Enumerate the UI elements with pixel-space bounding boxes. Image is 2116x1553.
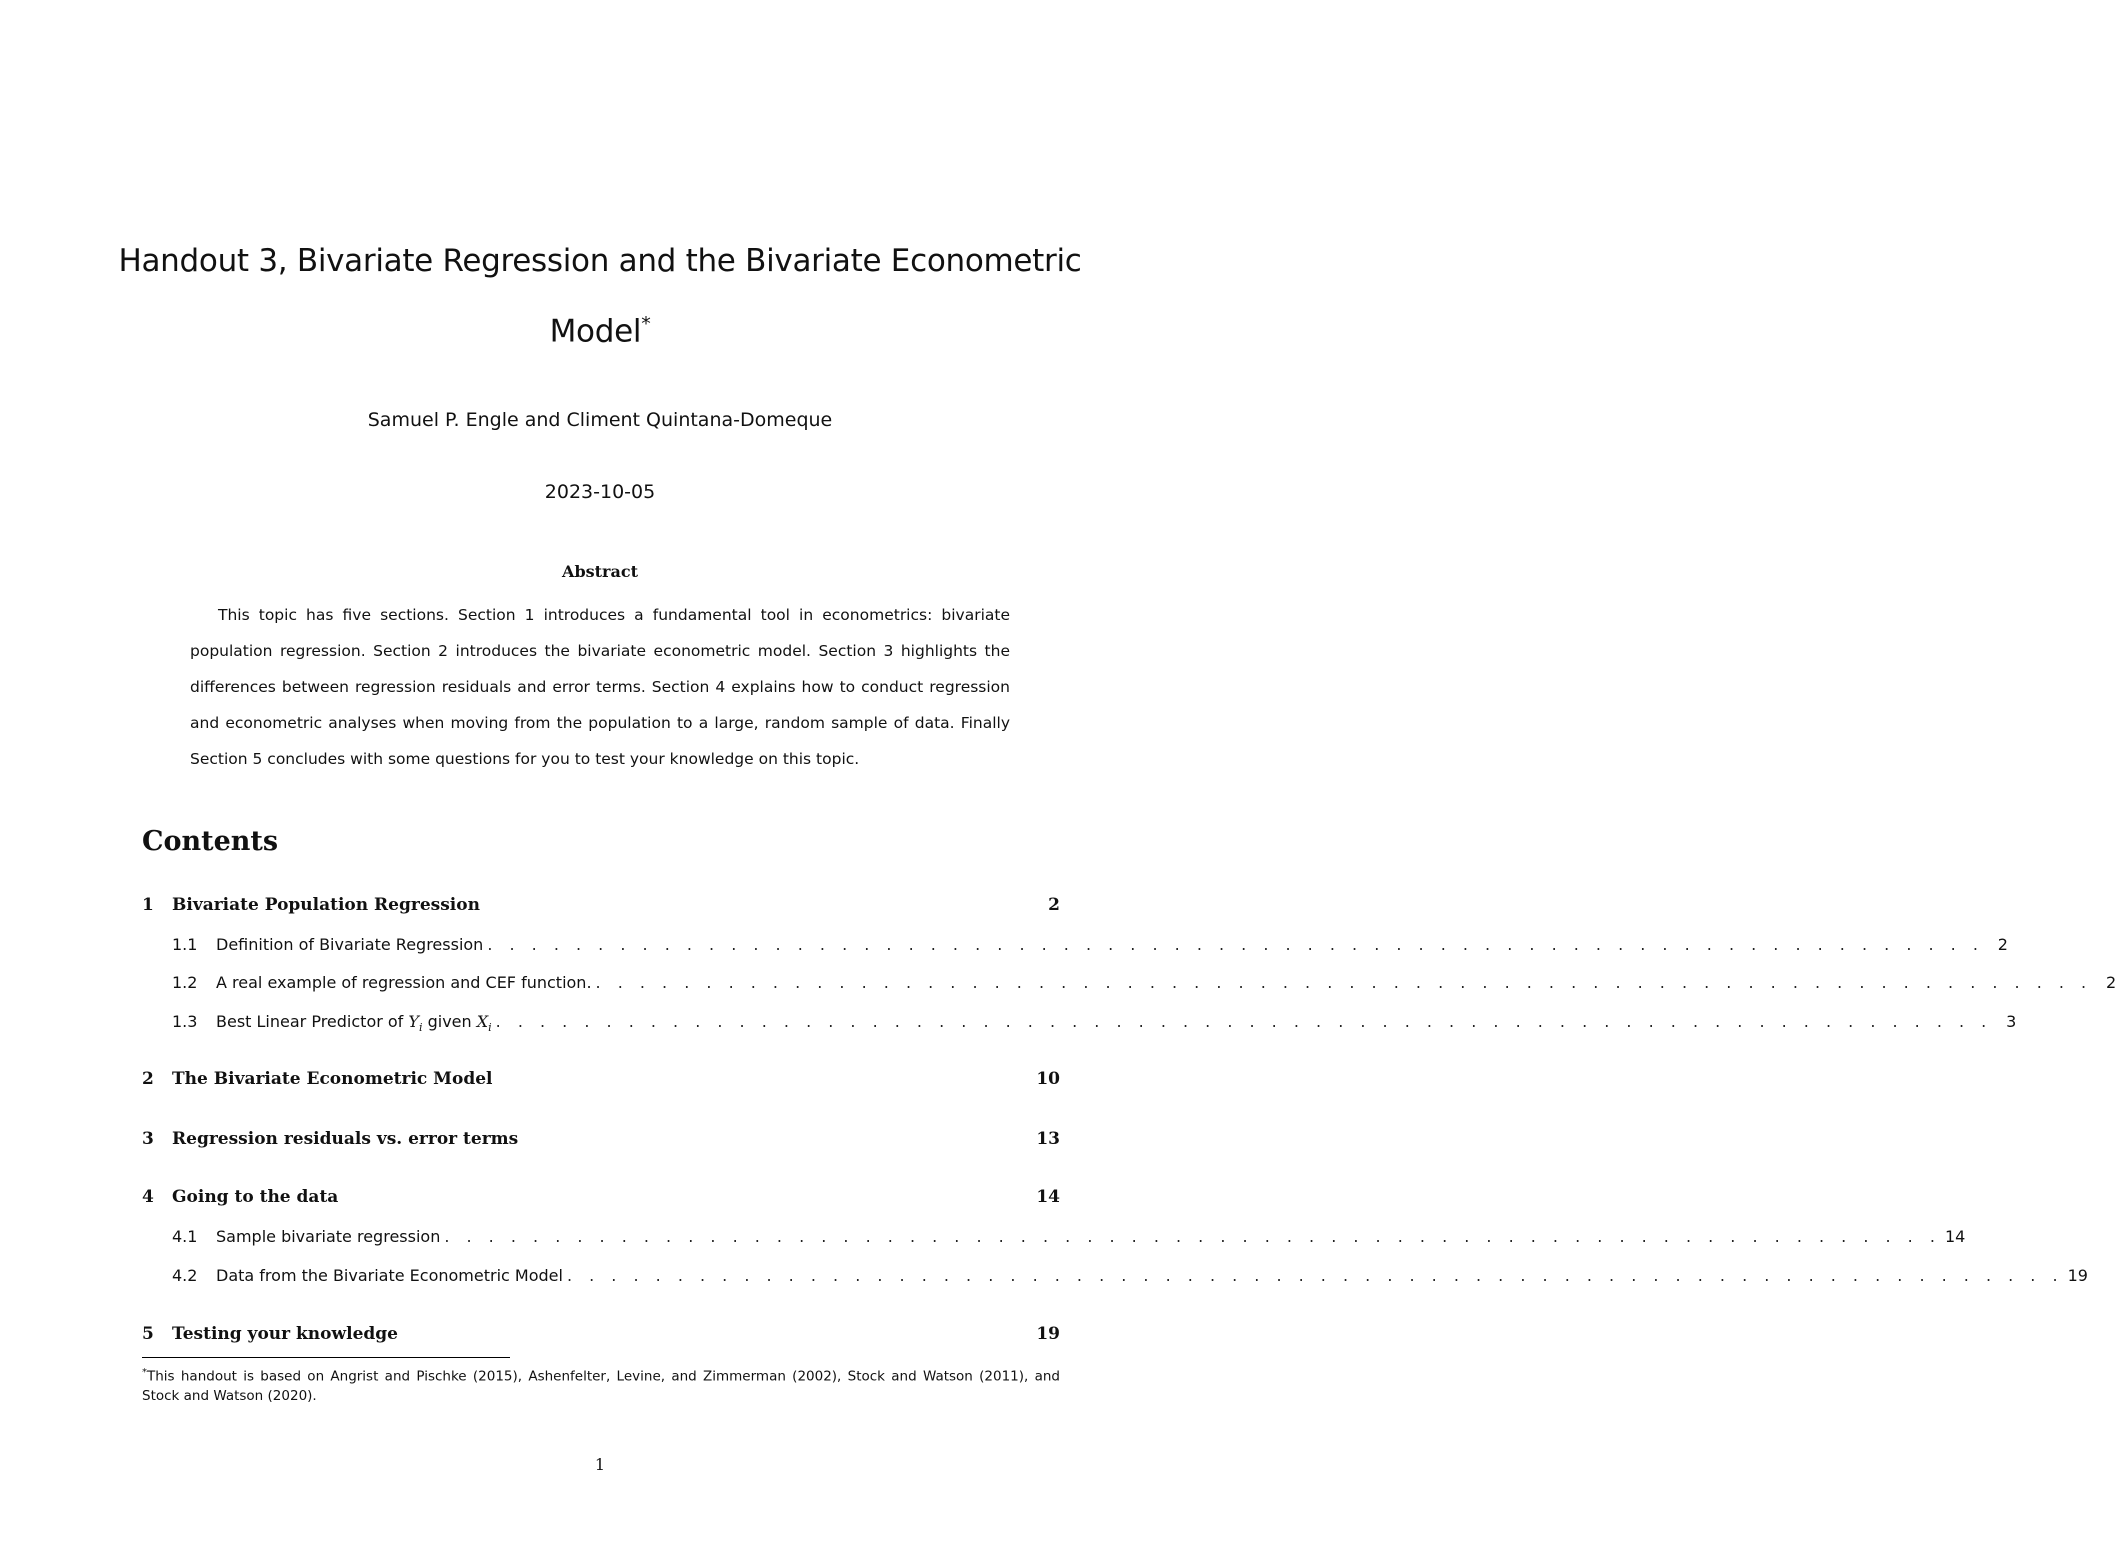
document-title-line-1: Handout 3, Bivariate Regression and the Bivariate Econometric (118, 243, 1082, 279)
document-title-line-2 (0, 313, 1200, 349)
toc-subsection-1-1[interactable] (172, 935, 2008, 957)
toc-subsection-4-1[interactable] (172, 1227, 1966, 1249)
footnote (142, 1363, 1060, 1406)
toc-subsection-title: Data from the Bivariate Econometric Model (216, 1266, 563, 1285)
toc-section-page: 19 (1036, 1324, 1060, 1344)
toc-subsection-page: 2 (2105, 973, 2116, 992)
footnote-marker: * (142, 1367, 147, 1378)
toc-subsection-number: 1.3 (172, 1012, 198, 1031)
document-title-model: Model (549, 313, 642, 350)
toc-section-title: The Bivariate Econometric Model (172, 1069, 493, 1089)
abstract-paragraph: This topic has five sections. Section 1 introduces a fundamental tool in econometrics: bivariate population regression. Section 2 introduces the bivariate econometric model. Section 3 highlights the differences between regression residuals and error terms. Section 4 explains how to conduct regression and econometric analyses when moving from the population to a large, random sample of data. Finally Section 5 concludes with some questions for you to test your knowledge on this topic. (190, 606, 1010, 768)
toc-subsection-title: A real example of regression and CEF function. (216, 973, 592, 992)
toc-subsection-page: 19 (2067, 1266, 2088, 1285)
footnote-text: This handout is based on Angrist and Pischke (2015), Ashenfelter, Levine, and Zimmerman (2002), Stock and Watson (2011), and Stock and Watson (2020). (142, 1368, 1060, 1404)
toc-subsection-1-3[interactable] (172, 1012, 2017, 1035)
toc-subsection-title: Sample bivariate regression (216, 1227, 441, 1246)
toc-subsection-page: 14 (1944, 1227, 1966, 1246)
contents-heading: Contents (142, 826, 279, 857)
toc-subsection-4-2[interactable] (172, 1266, 2088, 1288)
date: 2023-10-05 (544, 481, 656, 503)
authors: Samuel P. Engle and Climent Quintana-Domeque (367, 409, 833, 431)
toc-section-number: 1 (142, 895, 154, 915)
toc-subsection-title: Definition of Bivariate Regression (216, 935, 484, 954)
toc-section-page: 2 (1048, 895, 1060, 915)
toc-section-2[interactable] (142, 1069, 1060, 1093)
toc-leader-dots: . . . . . . . . . . . . . . . . . . . . . . . . . . . . . . . . . . . . . . . . . . . . . . . . . . . . . . . . . . . . . . . . . . . . (487, 935, 1984, 954)
toc-section-5[interactable] (142, 1324, 1060, 1348)
page-number: 1 (594, 1455, 606, 1474)
toc-subsection-number: 4.1 (172, 1227, 198, 1246)
toc-section-number: 5 (142, 1324, 154, 1344)
math-subscript-i: i (488, 1021, 492, 1035)
math-x: X (476, 1012, 489, 1031)
toc-section-title: Testing your knowledge (172, 1324, 398, 1344)
toc-subsection-1-2[interactable] (172, 973, 2116, 995)
toc-title-part: Best Linear Predictor of (216, 1012, 409, 1031)
abstract-text (190, 597, 1010, 777)
toc-leader-dots: . . . . . . . . . . . . . . . . . . . . . . . . . . . . . . . . . . . . . . . . . . . . . . . . . . . . . . . . . . . . . . . . . . . . (595, 973, 2093, 992)
toc-title-part: given (422, 1012, 477, 1031)
toc-section-page: 14 (1036, 1187, 1060, 1207)
toc-section-3[interactable] (142, 1129, 1060, 1153)
toc-subsection-page: 2 (1997, 935, 2008, 954)
footnote-rule (142, 1357, 510, 1358)
math-y: Y (408, 1012, 419, 1031)
toc-subsection-number: 4.2 (172, 1266, 198, 1285)
toc-section-title: Going to the data (172, 1187, 339, 1207)
toc-section-number: 4 (142, 1187, 154, 1207)
toc-section-number: 2 (142, 1069, 154, 1089)
abstract-heading: Abstract (562, 562, 638, 581)
toc-section-title: Bivariate Population Regression (172, 895, 480, 915)
toc-subsection-number: 1.2 (172, 973, 198, 992)
toc-leader-dots: . . . . . . . . . . . . . . . . . . . . . . . . . . . . . . . . . . . . . . . . . . . . . . . . . . . . . . . . . . . . . . . . . . . . (444, 1227, 1941, 1246)
toc-subsection-title (216, 1012, 492, 1034)
toc-section-page: 10 (1036, 1069, 1060, 1089)
toc-section-1[interactable] (142, 895, 1060, 919)
toc-section-title: Regression residuals vs. error terms (172, 1129, 519, 1149)
toc-subsection-number: 1.1 (172, 935, 198, 954)
toc-section-4[interactable] (142, 1187, 1060, 1211)
toc-section-number: 3 (142, 1129, 154, 1149)
title-footnote-marker: * (641, 313, 651, 335)
toc-section-page: 13 (1036, 1129, 1060, 1149)
math-subscript-i: i (418, 1021, 423, 1035)
toc-leader-dots: . . . . . . . . . . . . . . . . . . . . . . . . . . . . . . . . . . . . . . . . . . . . . . . . . . . . . . . . . . . . . . . . . . . . (566, 1266, 2064, 1285)
toc-subsection-page: 3 (2006, 1012, 2017, 1031)
toc-leader-dots: . . . . . . . . . . . . . . . . . . . . . . . . . . . . . . . . . . . . . . . . . . . . . . . . . . . . . . . . . . . . . . . . . . . . (495, 1012, 1993, 1031)
